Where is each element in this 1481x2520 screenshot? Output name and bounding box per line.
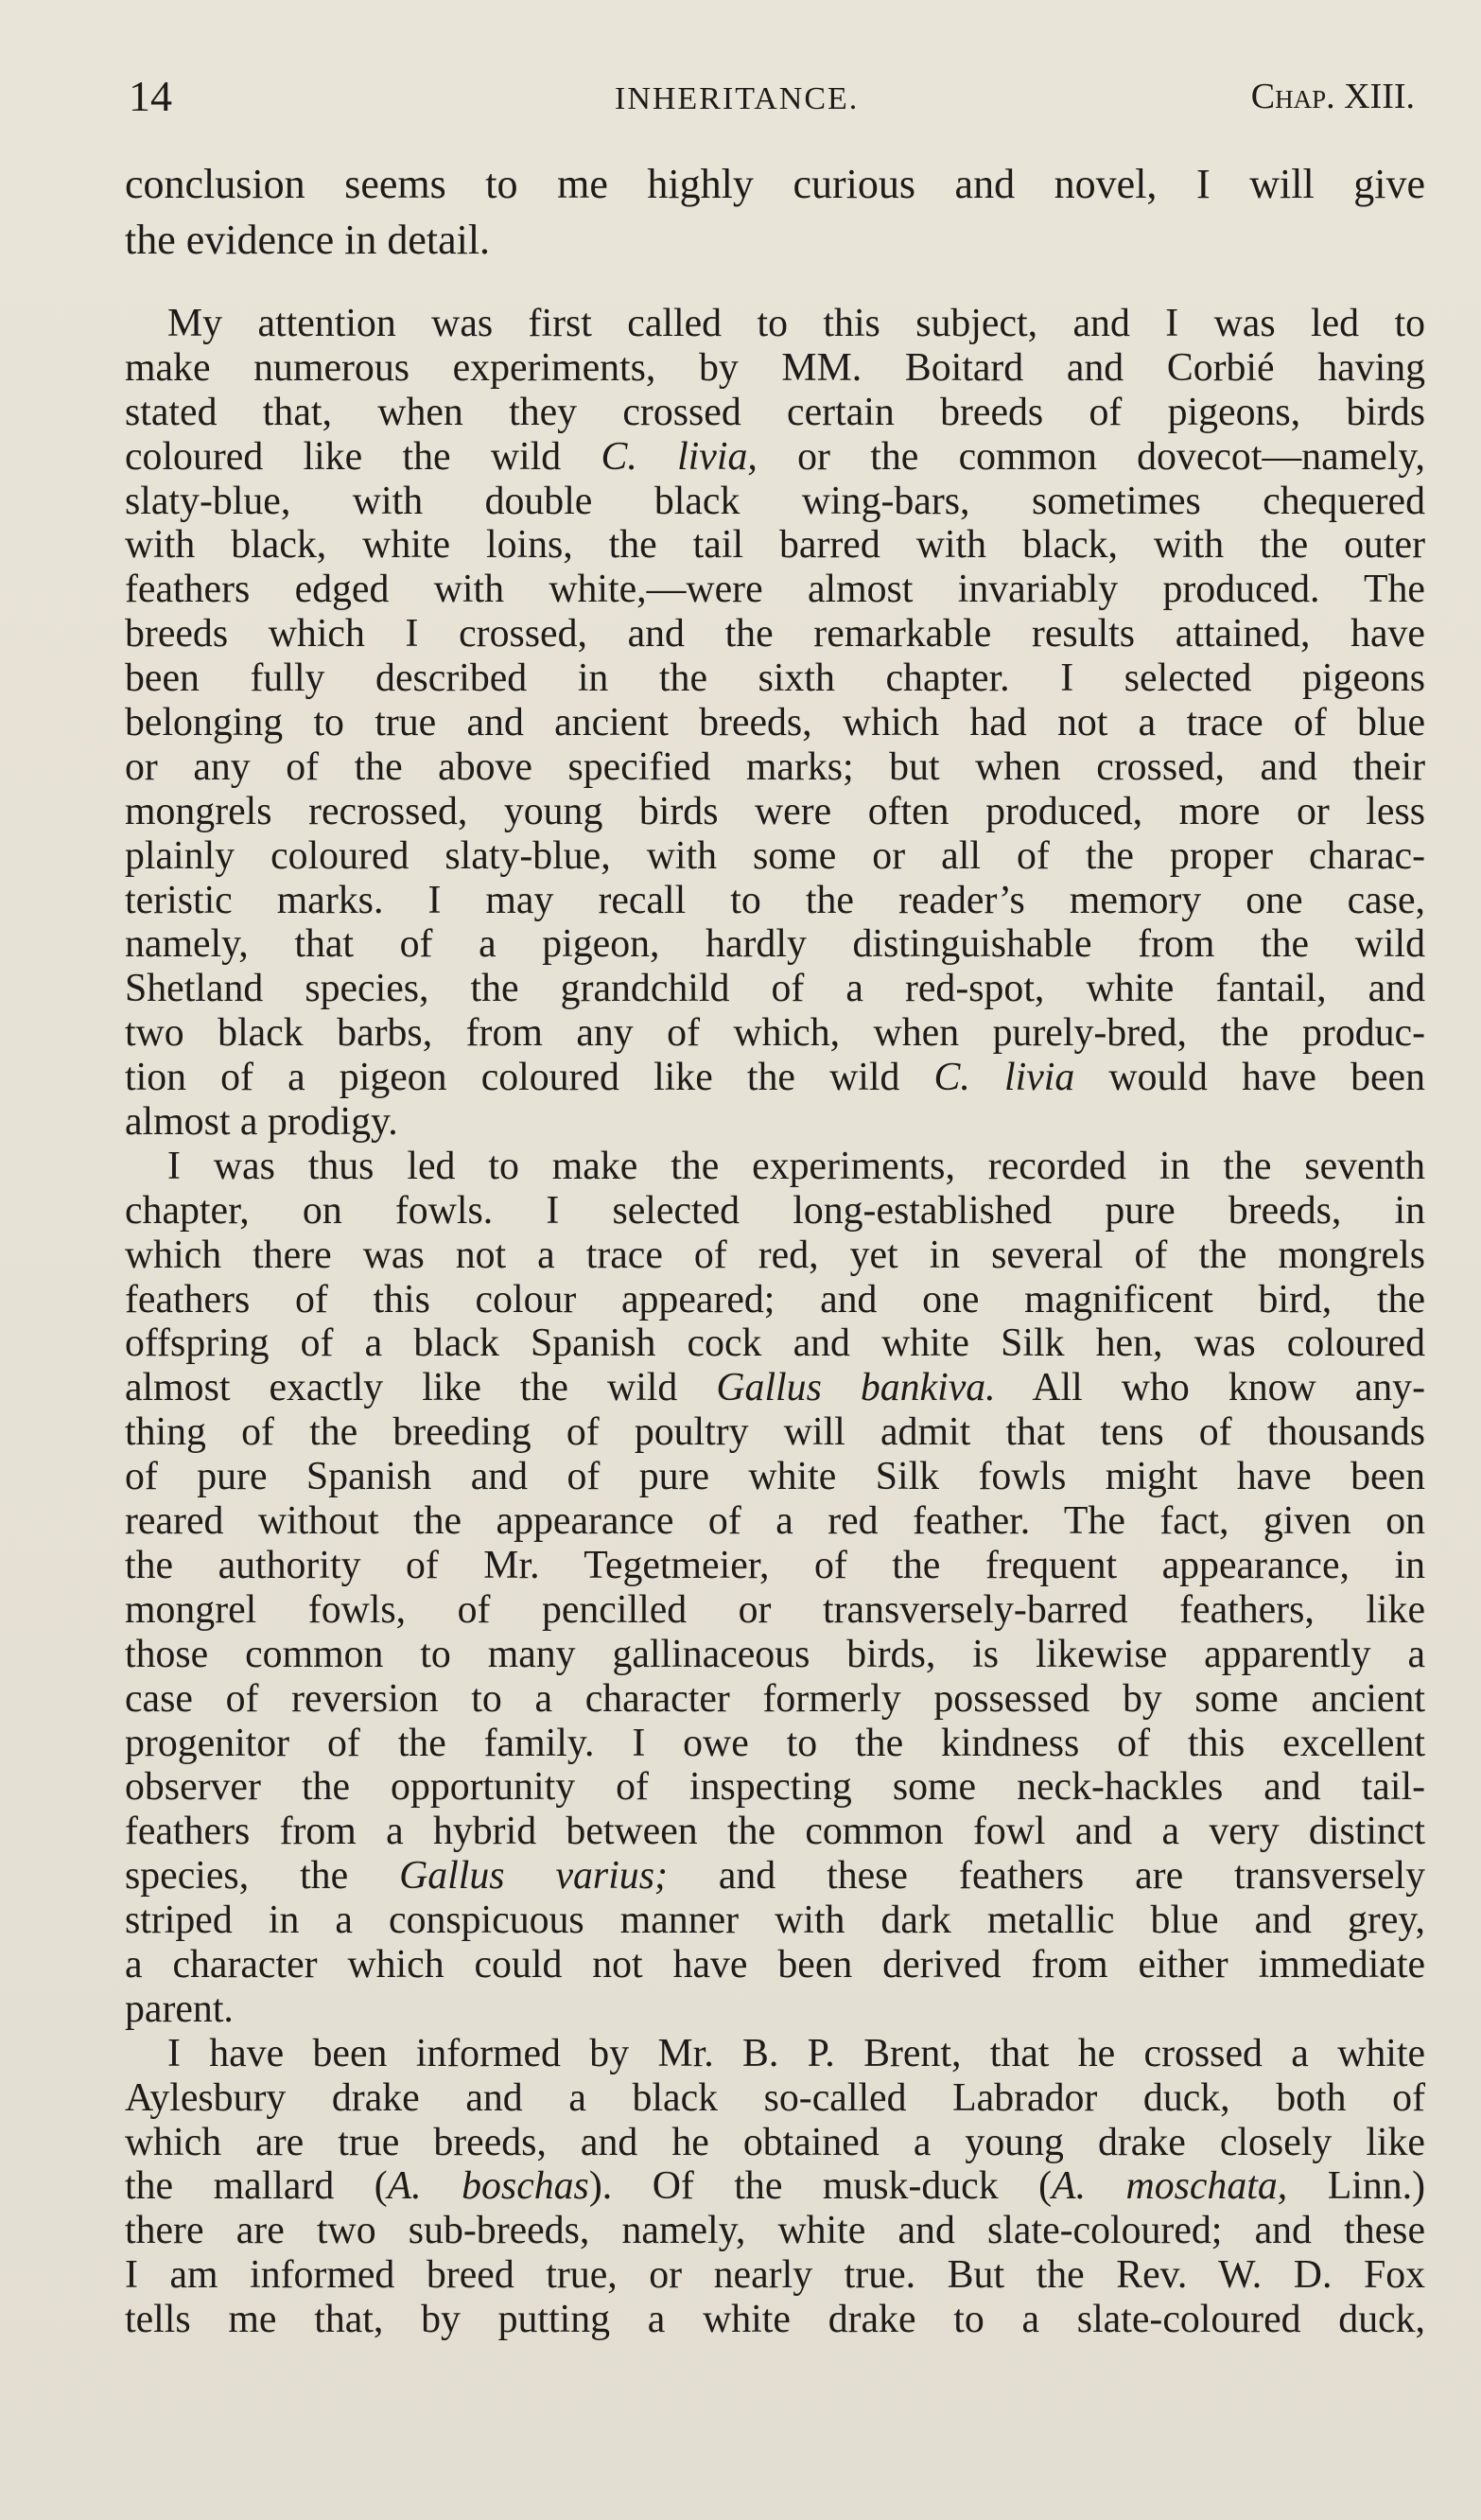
- page-number: 14: [129, 72, 172, 120]
- text-line: belonging to true and ancient breeds, which had not a trace of blue: [125, 701, 1425, 745]
- text-line: of pure Spanish and of pure white Silk fowls might have been: [125, 1455, 1425, 1499]
- page-header: [0, 68, 1481, 125]
- body-text: [125, 156, 1425, 2342]
- text-line: mongrels recrossed, young birds were often produced, more or less: [125, 789, 1425, 833]
- italic-text: A. boschas: [387, 2164, 589, 2209]
- italic-text: C. livia: [933, 1056, 1075, 1100]
- text-line: My attention was first called to this subject, and I was led to: [167, 302, 1425, 345]
- text-line: the authority of Mr. Tegetmeier, of the frequent appearance, in: [125, 1543, 1425, 1587]
- text-line: almost a prodigy.: [125, 1100, 398, 1145]
- text-line: feathers of this colour appeared; and one magnificent bird, the: [125, 1277, 1425, 1321]
- text-line: teristic marks. I may recall to the reader’s memory one case,: [125, 878, 1425, 922]
- chapter-reference: Chap. XIII.: [1250, 77, 1415, 116]
- text-line: almost exactly like the wild Gallus bankiva. All who know any-: [125, 1366, 1425, 1410]
- text-line: chapter, on fowls. I selected long-established pure breeds, in: [125, 1188, 1425, 1233]
- text-line: species, the Gallus varius; and these feathers are transversely: [125, 1854, 1425, 1899]
- italic-text: Gallus varius;: [399, 1854, 668, 1899]
- text-line: make numerous experiments, by MM. Boitard and Corbié having: [125, 345, 1425, 390]
- text-line: Aylesbury drake and a black so-called Labrador duck, both of: [125, 2075, 1425, 2120]
- text-line: with black, white loins, the tail barred with black, with the outer: [125, 523, 1425, 568]
- text-line: two black barbs, from any of which, when purely-bred, the produc-: [125, 1011, 1425, 1056]
- paragraph-gap: [125, 268, 1425, 302]
- italic-text: C. livia,: [601, 434, 758, 479]
- running-title: INHERITANCE.: [615, 81, 860, 116]
- text-line: I am informed breed true, or nearly true. But the Rev. W. D. Fox: [125, 2253, 1425, 2298]
- text-line: parent.: [125, 1986, 234, 2031]
- text-line: those common to many gallinaceous birds, is likewise apparently a: [125, 1632, 1425, 1676]
- text-line: a character which could not have been derived from either immediate: [125, 1942, 1425, 1986]
- text-line: the evidence in detail.: [125, 217, 491, 263]
- text-line: tion of a pigeon coloured like the wild C. livia would have been: [125, 1056, 1426, 1100]
- text-line: there are two sub-breeds, namely, white and slate-coloured; and these: [125, 2209, 1425, 2253]
- text-line: slaty-blue, with double black wing-bars, sometimes chequered: [125, 479, 1425, 523]
- text-line: which there was not a trace of red, yet in several of the mongrels: [125, 1233, 1425, 1277]
- text-line: coloured like the wild C. livia, or the common dovecot—namely,: [125, 434, 1425, 479]
- text-line: which are true breeds, and he obtained a young drake closely like: [125, 2120, 1425, 2164]
- text-line: conclusion seems to me highly curious and novel, I will give: [125, 161, 1425, 207]
- text-line: plainly coloured slaty-blue, with some or all of the proper charac-: [125, 833, 1425, 878]
- text-line: namely, that of a pigeon, hardly distinguishable from the wild: [125, 922, 1425, 967]
- text-line: mongrel fowls, of pencilled or transversely-barred feathers, like: [125, 1587, 1425, 1632]
- text-line: I have been informed by Mr. B. P. Brent, that he crossed a white: [167, 2031, 1425, 2075]
- text-line: feathers from a hybrid between the common fowl and a very distinct: [125, 1810, 1425, 1854]
- text-line: thing of the breeding of poultry will admit that tens of thousands: [125, 1410, 1425, 1455]
- text-line: stated that, when they crossed certain breeds of pigeons, birds: [125, 390, 1425, 434]
- text-line: or any of the above specified marks; but when crossed, and their: [125, 744, 1425, 789]
- text-line: case of reversion to a character formerly possessed by some ancient: [125, 1676, 1425, 1721]
- text-line: offspring of a black Spanish cock and white Silk hen, was coloured: [125, 1321, 1425, 1366]
- text-line: tells me that, by putting a white drake to a slate-coloured duck,: [125, 2298, 1425, 2342]
- text-line: progenitor of the family. I owe to the kindness of this excellent: [125, 1721, 1425, 1765]
- italic-text: A. moschata,: [1052, 2164, 1288, 2209]
- text-line: the mallard (A. boschas). Of the musk-duck (A. moschata, Linn.): [125, 2164, 1425, 2209]
- text-line: I was thus led to make the experiments, recorded in the seventh: [167, 1144, 1425, 1188]
- text-line: reared without the appearance of a red feather. The fact, given on: [125, 1499, 1425, 1544]
- text-line: breeds which I crossed, and the remarkable results attained, have: [125, 612, 1425, 656]
- text-line: striped in a conspicuous manner with dark metallic blue and grey,: [125, 1899, 1425, 1943]
- text-line: Shetland species, the grandchild of a red-spot, white fantail, and: [125, 967, 1425, 1011]
- text-line: been fully described in the sixth chapter. I selected pigeons: [125, 656, 1425, 701]
- text-line: feathers edged with white,—were almost invariably produced. The: [125, 568, 1425, 612]
- italic-text: Gallus bankiva.: [716, 1366, 996, 1410]
- text-line: observer the opportunity of inspecting some neck-hackles and tail-: [125, 1765, 1425, 1810]
